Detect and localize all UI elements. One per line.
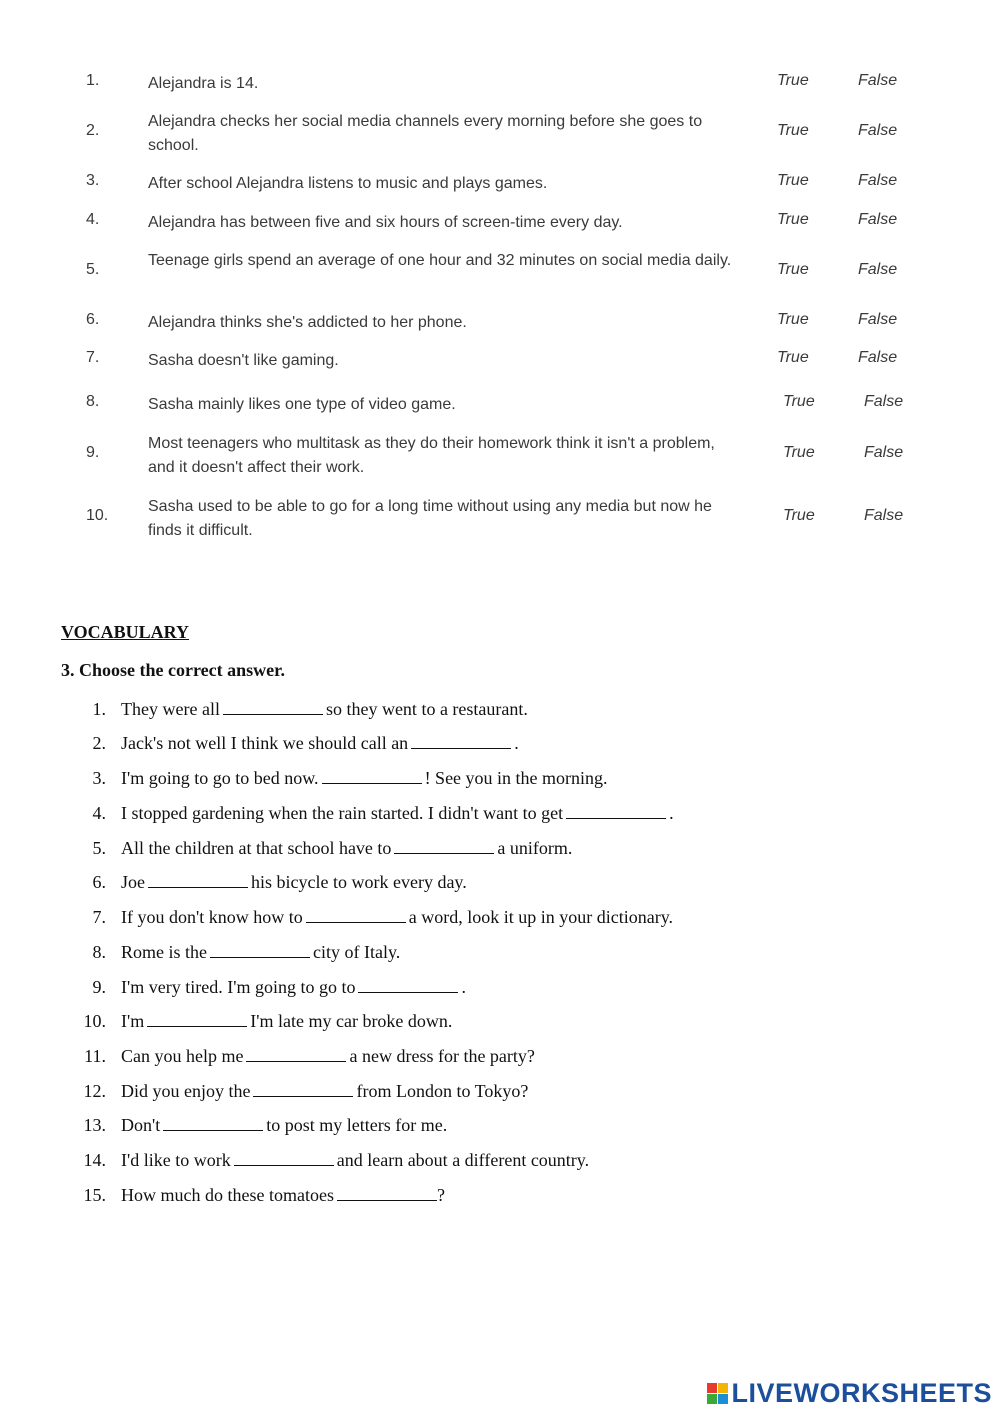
tf-row bbox=[0, 393, 1000, 417]
logo-square bbox=[718, 1394, 728, 1404]
item-text-before: I stopped gardening when the rain started. I didn't want to get bbox=[121, 803, 564, 823]
item-text-after: . bbox=[514, 733, 519, 753]
tf-row bbox=[0, 432, 1000, 480]
item-text-after: city of Italy. bbox=[313, 942, 401, 962]
item-text-before: Can you help me bbox=[121, 1046, 244, 1066]
logo-square bbox=[707, 1394, 717, 1404]
item-text-after: and learn about a different country. bbox=[336, 1150, 590, 1170]
true-option[interactable]: True bbox=[783, 393, 815, 410]
false-option[interactable]: False bbox=[858, 122, 898, 139]
tf-statement: Sasha used to be able to go for a long time without using any media but now he finds it difficult. bbox=[148, 498, 712, 539]
answer-blank[interactable] bbox=[306, 908, 406, 923]
item-text-after: a uniform. bbox=[497, 838, 573, 858]
true-option[interactable]: True bbox=[777, 122, 809, 139]
exercise-title: 3. Choose the correct answer. bbox=[61, 660, 285, 680]
item-text-after: a new dress for the party? bbox=[349, 1046, 535, 1066]
item-text-after: a word, look it up in your dictionary. bbox=[408, 907, 674, 927]
tf-statement: Sasha doesn't like gaming. bbox=[148, 352, 339, 369]
tf-number: 5. bbox=[86, 261, 100, 278]
tf-number: 3. bbox=[86, 172, 100, 189]
item-number: 5. bbox=[92, 838, 106, 858]
item-text-before: Did you enjoy the bbox=[121, 1081, 251, 1101]
answer-blank[interactable] bbox=[358, 978, 458, 993]
item-text-before: Don't bbox=[121, 1115, 161, 1135]
false-option[interactable]: False bbox=[864, 507, 904, 524]
false-option[interactable]: False bbox=[864, 393, 904, 410]
item-text-before: They were all bbox=[121, 699, 220, 719]
true-option[interactable]: True bbox=[777, 72, 809, 89]
item-text-before: I'm very tired. I'm going to go to bbox=[121, 977, 356, 997]
true-option[interactable]: True bbox=[777, 211, 809, 228]
item-number: 1. bbox=[92, 699, 106, 719]
item-number: 15. bbox=[83, 1185, 106, 1205]
tf-statement: Most teenagers who multitask as they do their homework think it isn't a problem, and it doesn't affect their work. bbox=[148, 435, 715, 476]
item-number: 12. bbox=[83, 1081, 106, 1101]
item-text-before: All the children at that school have to bbox=[121, 838, 392, 858]
false-option[interactable]: False bbox=[858, 261, 898, 278]
answer-blank[interactable] bbox=[411, 734, 511, 749]
item-number: 3. bbox=[92, 768, 106, 788]
item-text-after: . bbox=[669, 803, 674, 823]
logo-square bbox=[718, 1383, 728, 1393]
false-option[interactable]: False bbox=[858, 172, 898, 189]
tf-statement: Alejandra checks her social media channels every morning before she goes to school. bbox=[148, 113, 703, 154]
item-number: 14. bbox=[83, 1150, 106, 1170]
tf-row bbox=[0, 349, 1000, 373]
tf-statement: Sasha mainly likes one type of video game. bbox=[148, 396, 456, 413]
tf-row bbox=[0, 172, 1000, 196]
item-text-after: ? bbox=[436, 1185, 445, 1205]
answer-blank[interactable] bbox=[210, 943, 310, 958]
item-text-after: to post my letters for me. bbox=[266, 1115, 448, 1135]
item-number: 7. bbox=[92, 907, 106, 927]
item-text-after: from London to Tokyo? bbox=[356, 1081, 529, 1101]
item-text-before: I'm bbox=[121, 1011, 145, 1031]
tf-number: 4. bbox=[86, 211, 100, 228]
item-number: 10. bbox=[83, 1011, 106, 1031]
item-number: 9. bbox=[92, 977, 106, 997]
tf-row bbox=[0, 211, 1000, 235]
false-option[interactable]: False bbox=[864, 444, 904, 461]
tf-number: 9. bbox=[86, 444, 100, 461]
item-text-after: ! See you in the morning. bbox=[424, 768, 608, 788]
item-number: 6. bbox=[92, 872, 106, 892]
true-option[interactable]: True bbox=[777, 311, 809, 328]
liveworksheets-logo bbox=[707, 1378, 992, 1408]
true-option[interactable]: True bbox=[783, 444, 815, 461]
answer-blank[interactable] bbox=[394, 839, 494, 854]
tf-row bbox=[0, 495, 1000, 543]
tf-statement: Alejandra is 14. bbox=[148, 75, 259, 92]
tf-row bbox=[0, 72, 1000, 96]
tf-number: 2. bbox=[86, 122, 100, 139]
tf-statement: Alejandra thinks she's addicted to her phone. bbox=[148, 314, 467, 331]
false-option[interactable]: False bbox=[858, 211, 898, 228]
item-number: 11. bbox=[84, 1046, 106, 1066]
answer-blank[interactable] bbox=[253, 1082, 353, 1097]
item-text-after: so they went to a restaurant. bbox=[325, 699, 528, 719]
item-text-after: I'm late my car broke down. bbox=[250, 1011, 453, 1031]
tf-number: 6. bbox=[86, 311, 100, 328]
true-option[interactable]: True bbox=[777, 172, 809, 189]
tf-row bbox=[0, 311, 1000, 335]
answer-blank[interactable] bbox=[337, 1186, 437, 1201]
vocabulary-heading: VOCABULARY bbox=[61, 622, 190, 642]
answer-blank[interactable] bbox=[566, 804, 666, 819]
answer-blank[interactable] bbox=[234, 1151, 334, 1166]
true-option[interactable]: True bbox=[777, 349, 809, 366]
answer-blank[interactable] bbox=[223, 700, 323, 715]
item-number: 13. bbox=[83, 1115, 106, 1135]
tf-number: 10. bbox=[86, 507, 109, 524]
item-text-before: I'd like to work bbox=[121, 1150, 231, 1170]
false-option[interactable]: False bbox=[858, 349, 898, 366]
answer-blank[interactable] bbox=[163, 1116, 263, 1131]
logo-text: LIVEWORKSHEETS bbox=[731, 1377, 992, 1408]
false-option[interactable]: False bbox=[858, 311, 898, 328]
item-text-before: Joe bbox=[121, 872, 145, 892]
true-option[interactable]: True bbox=[783, 507, 815, 524]
tf-number: 1. bbox=[86, 72, 100, 89]
item-number: 8. bbox=[92, 942, 106, 962]
tf-row bbox=[0, 110, 1000, 158]
item-text-before: I'm going to go to bed now. bbox=[121, 768, 319, 788]
item-number: 4. bbox=[92, 803, 106, 823]
tf-statement: Teenage girls spend an average of one hour and 32 minutes on social media daily. bbox=[148, 252, 732, 269]
answer-blank[interactable] bbox=[322, 769, 422, 784]
item-number: 2. bbox=[92, 733, 106, 753]
tf-row bbox=[0, 249, 1000, 297]
answer-blank[interactable] bbox=[147, 1012, 247, 1027]
item-text-before: How much do these tomatoes bbox=[121, 1185, 334, 1205]
logo-square bbox=[707, 1383, 717, 1393]
item-text-before: Rome is the bbox=[121, 942, 207, 962]
tf-number: 7. bbox=[86, 349, 100, 366]
true-option[interactable]: True bbox=[777, 261, 809, 278]
answer-blank[interactable] bbox=[246, 1047, 346, 1062]
logo-mark-icon bbox=[707, 1383, 728, 1404]
tf-number: 8. bbox=[86, 393, 100, 410]
item-text-after: . bbox=[461, 977, 466, 997]
tf-statement: After school Alejandra listens to music and plays games. bbox=[148, 175, 548, 192]
answer-blank[interactable] bbox=[148, 873, 248, 888]
tf-statement: Alejandra has between five and six hours of screen-time every day. bbox=[148, 214, 623, 231]
item-text-before: Jack's not well I think we should call an bbox=[121, 733, 409, 753]
item-text-after: his bicycle to work every day. bbox=[251, 872, 467, 892]
false-option[interactable]: False bbox=[858, 72, 898, 89]
item-text-before: If you don't know how to bbox=[121, 907, 303, 927]
